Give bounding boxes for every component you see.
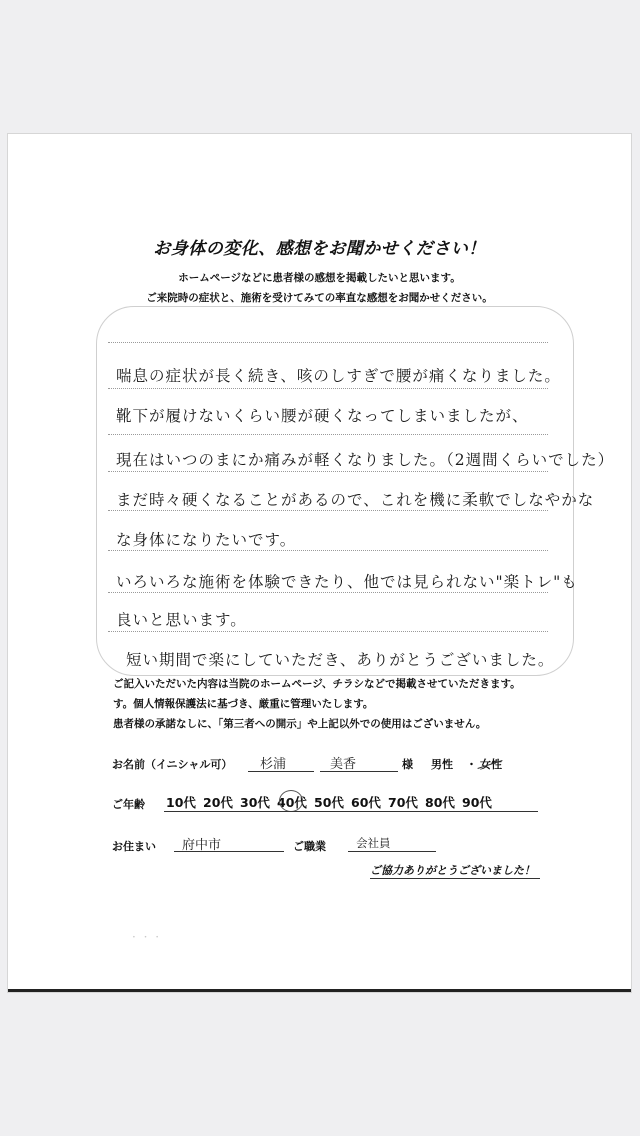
name-label: お名前（イニシャル可） [112, 758, 233, 771]
occupation-label: ご職業 [293, 840, 326, 853]
form-subtitle-line-2: ご来院時の症状と、施術を受けてみての率直な感想をお聞かせください。 [146, 292, 493, 304]
gender-option-female: 女性 [480, 756, 631, 772]
privacy-notice-line: す。個人情報保護法に基づき、厳重に管理いたします。 [113, 698, 374, 710]
ruled-line [108, 550, 548, 551]
ruled-line [108, 434, 548, 435]
testimonial-line: まだ時々硬くなることがあるので、これを機に柔軟でしなやかな [116, 491, 595, 509]
age-label: ご年齢 [112, 798, 145, 811]
age-option: 30代 [240, 795, 270, 810]
surname-value: 杉浦 [260, 757, 287, 772]
ruled-line [108, 510, 548, 511]
residence-value: 府中市 [182, 838, 222, 853]
form-title: お身体の変化、感想をお聞かせください！ [153, 239, 486, 259]
honorific: 様 [402, 758, 413, 771]
occupation-underline [348, 851, 436, 852]
ruled-line [108, 631, 548, 632]
age-option: 10代 [166, 795, 196, 810]
scan-edge [8, 989, 631, 992]
gender-separator: ・ [466, 758, 477, 771]
questionnaire-sheet [8, 134, 631, 992]
age-option: 50代 [314, 795, 344, 810]
age-options [166, 793, 499, 811]
form-subtitle-line-1: ホームページなどに患者様の感想を掲載したいと思います。 [178, 272, 461, 284]
ruled-line [108, 342, 548, 343]
privacy-notice-line: ご記入いただいた内容は当院のホームページ、チラシなどで掲載させていただきます。 [113, 678, 521, 690]
residence-underline [174, 851, 284, 852]
testimonial-line: 靴下が履けないくらい腰が硬くなってしまいましたが、 [116, 407, 529, 425]
given-name-value: 美香 [330, 757, 357, 772]
testimonial-line: 現在はいつのまにか痛みが軽くなりました。（2週間くらいでした） [116, 451, 615, 469]
occupation-value: 会社員 [356, 836, 391, 850]
testimonial-line: いろいろな施術を体験できたり、他では見られない"楽トレ"も [116, 573, 578, 591]
age-option: 90代 [462, 795, 492, 810]
closing-underline [370, 878, 540, 879]
age-underline [164, 811, 538, 812]
age-option: 70代 [388, 795, 418, 810]
age-option: 20代 [203, 795, 233, 810]
age-option: 60代 [351, 795, 381, 810]
residence-label: お住まい [112, 840, 156, 853]
testimonial-line: な身体になりたいです。 [116, 531, 297, 549]
ruled-line [108, 471, 548, 472]
age-option-selected: 40代 [277, 793, 314, 811]
surname-underline [248, 771, 314, 772]
closing-message: ご協力ありがとうございました！ [370, 864, 535, 877]
testimonial-line: 短い期間で楽にしていただき、ありがとうございました。 [126, 651, 555, 669]
given-name-underline [320, 771, 398, 772]
age-option: 80代 [425, 795, 455, 810]
testimonial-line: 良いと思います。 [116, 611, 247, 629]
ruled-line [108, 388, 548, 389]
ruled-line [108, 592, 548, 593]
gender-option-male: 男性 [431, 758, 453, 771]
testimonial-line: 喘息の症状が長く続き、咳のしすぎで腰が痛くなりました。 [116, 367, 561, 385]
privacy-notice-line: 患者様の承諾なしに、「第三者への開示」や上記以外での使用はございません。 [113, 718, 487, 730]
faint-mark: · · · [132, 930, 162, 944]
